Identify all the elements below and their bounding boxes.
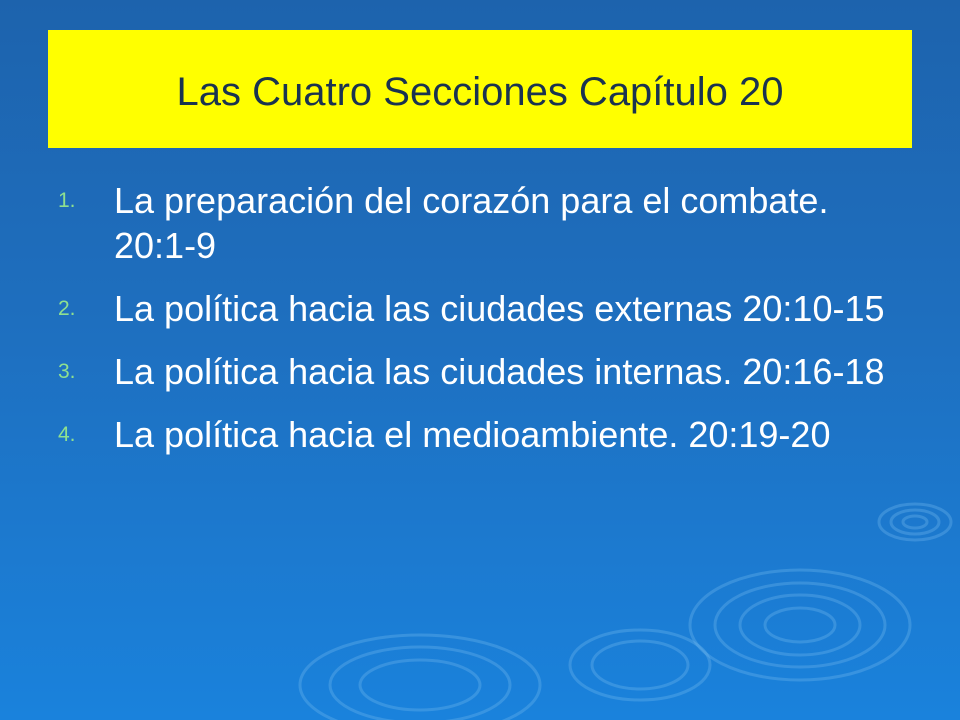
list-item-text: La política hacia las ciudades internas. 20:16-18 (114, 351, 885, 392)
list-item-number: 2. (58, 297, 76, 320)
list-item (58, 178, 918, 268)
sections-list (58, 178, 918, 475)
list-item-number: 1. (58, 189, 76, 212)
list-item (58, 349, 918, 394)
list-item-text: La preparación del corazón para el combate. 20:1-9 (114, 180, 829, 266)
list-item (58, 412, 918, 457)
list-item-number: 4. (58, 423, 76, 446)
title-banner (48, 30, 912, 148)
list-item-number: 3. (58, 360, 76, 383)
slide-title: Las Cuatro Secciones Capítulo 20 (176, 69, 784, 114)
list-item-text: La política hacia el medioambiente. 20:19-20 (114, 414, 831, 455)
list-item (58, 286, 918, 331)
list-item-text: La política hacia las ciudades externas 20:10-15 (114, 288, 885, 329)
